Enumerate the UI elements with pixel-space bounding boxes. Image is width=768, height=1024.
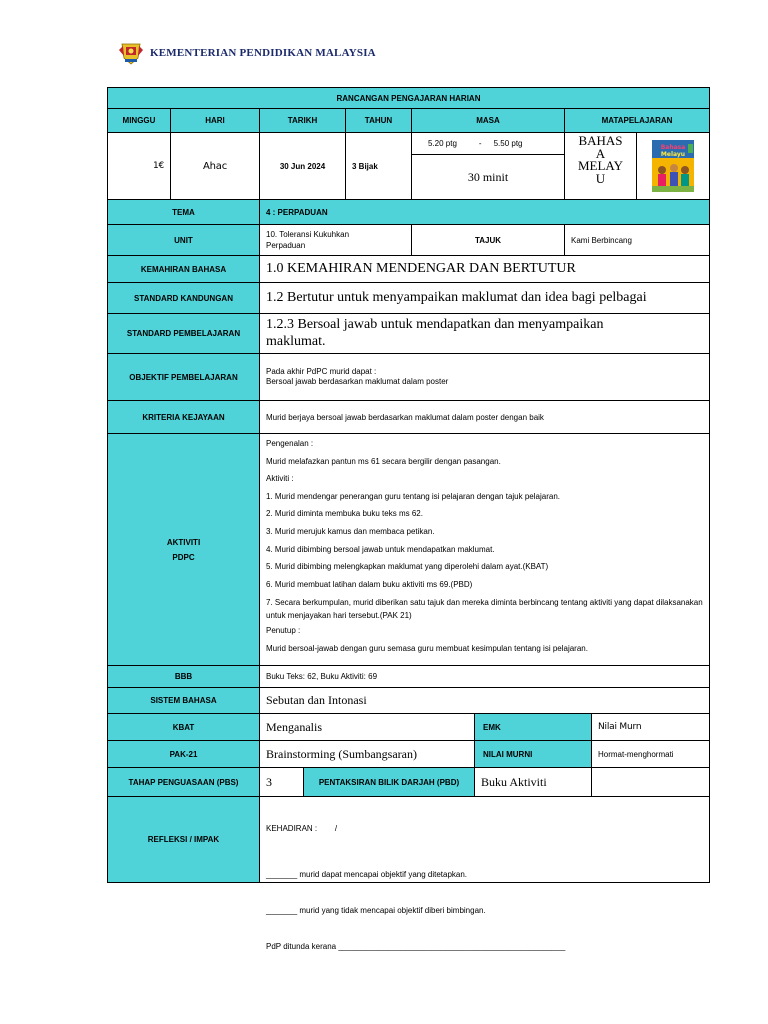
col-minggu: MINGGU [108,109,171,132]
tajuk-value: Kami Berbincang [571,235,632,245]
minggu-value: 1€ [108,133,171,199]
standard-pembelajaran-row [108,314,709,354]
textbook-cover-image [652,140,694,192]
kriteria-label: KRITERIA KEJAYAAN [108,401,260,433]
tema-value: 4 : PERPADUAN [266,207,328,217]
kemahiran-value: 1.0 KEMAHIRAN MENDENGAR DAN BERTUTUR [266,261,576,276]
kbat-value: Menganalis [260,714,475,740]
emk-label: EMK [475,714,592,740]
aktiviti-label-line: PDPC [172,552,195,562]
activity-item: 2. Murid diminta membuka buku teks ms 62. [266,509,423,519]
standard-pembelajaran-value [260,314,709,353]
col-tahun: TAHUN [346,109,412,132]
crest-icon [118,40,144,66]
col-hari: HARI [171,109,260,132]
subject-line: BAHAS [578,133,623,148]
standard-kandungan-label: STANDARD KANDUNGAN [108,283,260,313]
subject-cell [565,133,637,199]
sistem-bahasa-row [108,688,709,714]
closing-text: Murid bersoal-jawab dengan guru semasa guru membuat kesimpulan tentang isi pelajaran. [266,643,588,653]
nilai-murni-value: Hormat-menghormati [598,749,674,759]
aktiviti-label [108,434,260,665]
aktiviti-content [260,434,709,665]
masa-cell [412,133,565,199]
kemahiran-label: KEMAHIRAN BAHASA [108,256,260,282]
pak21-value: Brainstorming (Sumbangsaran) [260,741,475,767]
table-title: RANCANGAN PENGAJARAN HARIAN [336,93,481,103]
pbd-value: Buku Aktiviti [475,768,592,796]
bbb-row [108,666,709,688]
book-title-bottom: Melayu [660,151,686,158]
hari-value: Ahac [171,133,260,199]
refleksi-label: REFLEKSI / IMPAK [108,797,260,882]
book-title-top: Bahasa [660,144,686,151]
pak21-label: PAK-21 [108,741,260,767]
kemahiran-row [108,256,709,283]
kriteria-row [108,401,709,434]
activity-item: 3. Murid merujuk kamus dan membaca petikan. [266,526,435,536]
refleksi-line: _______ murid dapat mencapai objektif yang ditetapkan. [266,870,468,879]
col-tarikh: TARIKH [260,109,346,132]
standard-pembelajaran-line: maklumat. [266,334,326,349]
subject-line: A [595,145,606,161]
standard-pembelajaran-line: 1.2.3 Bersoal jawab untuk mendapatkan dan menyampaikan [266,317,604,332]
unit-value-line: 10. Toleransi Kukuhkan [266,230,350,239]
standard-pembelajaran-label: STANDARD PEMBELAJARAN [108,314,260,353]
pbd-extra-cell [592,768,709,796]
title-row [108,88,709,109]
activity-item: 5. Murid dibimbing melengkapkan maklumat yang diperolehi dalam ayat.(KBAT) [266,562,549,572]
activity-item: 7. Secara berkumpulan, murid diberikan satu tajuk dan mereka diminta berbincang tentang aktiviti yang dapat dilaksanakan untuk menjayakan hari tersebut.(PAK 21) [266,598,703,621]
tarikh-value: 30 Jun 2024 [260,133,346,199]
time-range [412,133,564,155]
time-separator: - [478,139,482,148]
sistem-bahasa-value: Sebutan dan Intonasi [266,693,367,707]
objektif-value [260,354,709,400]
ministry-name: KEMENTERIAN PENDIDIKAN MALAYSIA [150,47,376,59]
session-row [108,133,709,200]
aktiviti-row [108,434,709,666]
subject-line: MELAY [577,158,624,173]
nilai-murni-label: NILAI MURNI [475,741,592,767]
kbat-row [108,714,709,741]
emk-value: Nilai Murn [598,722,642,732]
header-row [108,109,709,133]
unit-row [108,225,709,256]
book-cover-cell [637,133,709,199]
unit-value-line: Perpaduan [266,241,306,250]
activity-item: 1. Murid mendengar penerangan guru tentang isi pelajaran dengan tajuk pelajaran. [266,491,560,501]
col-masa: MASA [412,109,565,132]
activity-item: 6. Murid membuat latihan dalam buku aktiviti ms 69.(PBD) [266,579,473,589]
pbs-label: TAHAP PENGUASAAN (PBS) [108,768,260,796]
time-end: 5.50 ptg [493,139,523,148]
pbd-label: PENTAKSIRAN BILIK DARJAH (PBD) [304,768,475,796]
tahun-value: 3 Bijak [346,133,412,199]
lesson-plan-table [107,87,710,951]
kehadiran: KEHADIRAN : / [266,824,338,833]
objektif-label: OBJEKTIF PEMBELAJARAN [108,354,260,400]
standard-kandungan-row [108,283,709,314]
refleksi-row [108,797,709,951]
refleksi-line: PdP ditunda kerana ___________________________________________________ [266,942,566,951]
pak21-row [108,741,709,768]
pbs-value: 3 [260,768,304,796]
refleksi-content [260,797,709,951]
pbs-row [108,768,709,797]
col-matapelajaran: MATAPELAJARAN [601,116,673,125]
aktiviti-label-line: AKTIVITI [166,537,201,547]
tajuk-label: TAJUK [412,225,565,255]
subject-line: U [595,170,606,186]
unit-label: UNIT [108,225,260,255]
unit-value [260,225,412,255]
time-start: 5.20 ptg [428,139,457,148]
duration: 30 minit [467,170,509,184]
tema-label: TEMA [108,200,260,224]
objektif-line: Bersoal jawab berdasarkan maklumat dalam poster [266,377,449,386]
tema-row [108,200,709,225]
objektif-line: Pada akhir PdPC murid dapat : [266,366,377,376]
letterhead [118,40,376,66]
activity-item: 4. Murid dibimbing bersoal jawab untuk mendapatkan maklumat. [266,544,495,554]
bbb-value: Buku Teks: 62, Buku Aktiviti: 69 [266,672,378,681]
intro-label: Pengenalan : [266,439,314,448]
standard-kandungan-value: 1.2 Bertutur untuk menyampaikan maklumat dan idea bagi pelbagai [266,290,647,305]
kbat-label: KBAT [108,714,260,740]
activity-label: Aktiviti : [266,474,294,484]
refleksi-line: _______ murid yang tidak mencapai objektif diberi bimbingan. [266,906,486,915]
subject-name [565,133,636,185]
kriteria-value: Murid berjaya bersoal jawab berdasarkan maklumat dalam poster dengan baik [266,412,544,422]
intro-text: Murid melafazkan pantun ms 61 secara bergilir dengan pasangan. [266,456,501,466]
sistem-bahasa-label: SISTEM BAHASA [108,688,260,713]
closing-label: Penutup : [266,626,301,636]
bbb-label: BBB [108,666,260,687]
objektif-row [108,354,709,401]
